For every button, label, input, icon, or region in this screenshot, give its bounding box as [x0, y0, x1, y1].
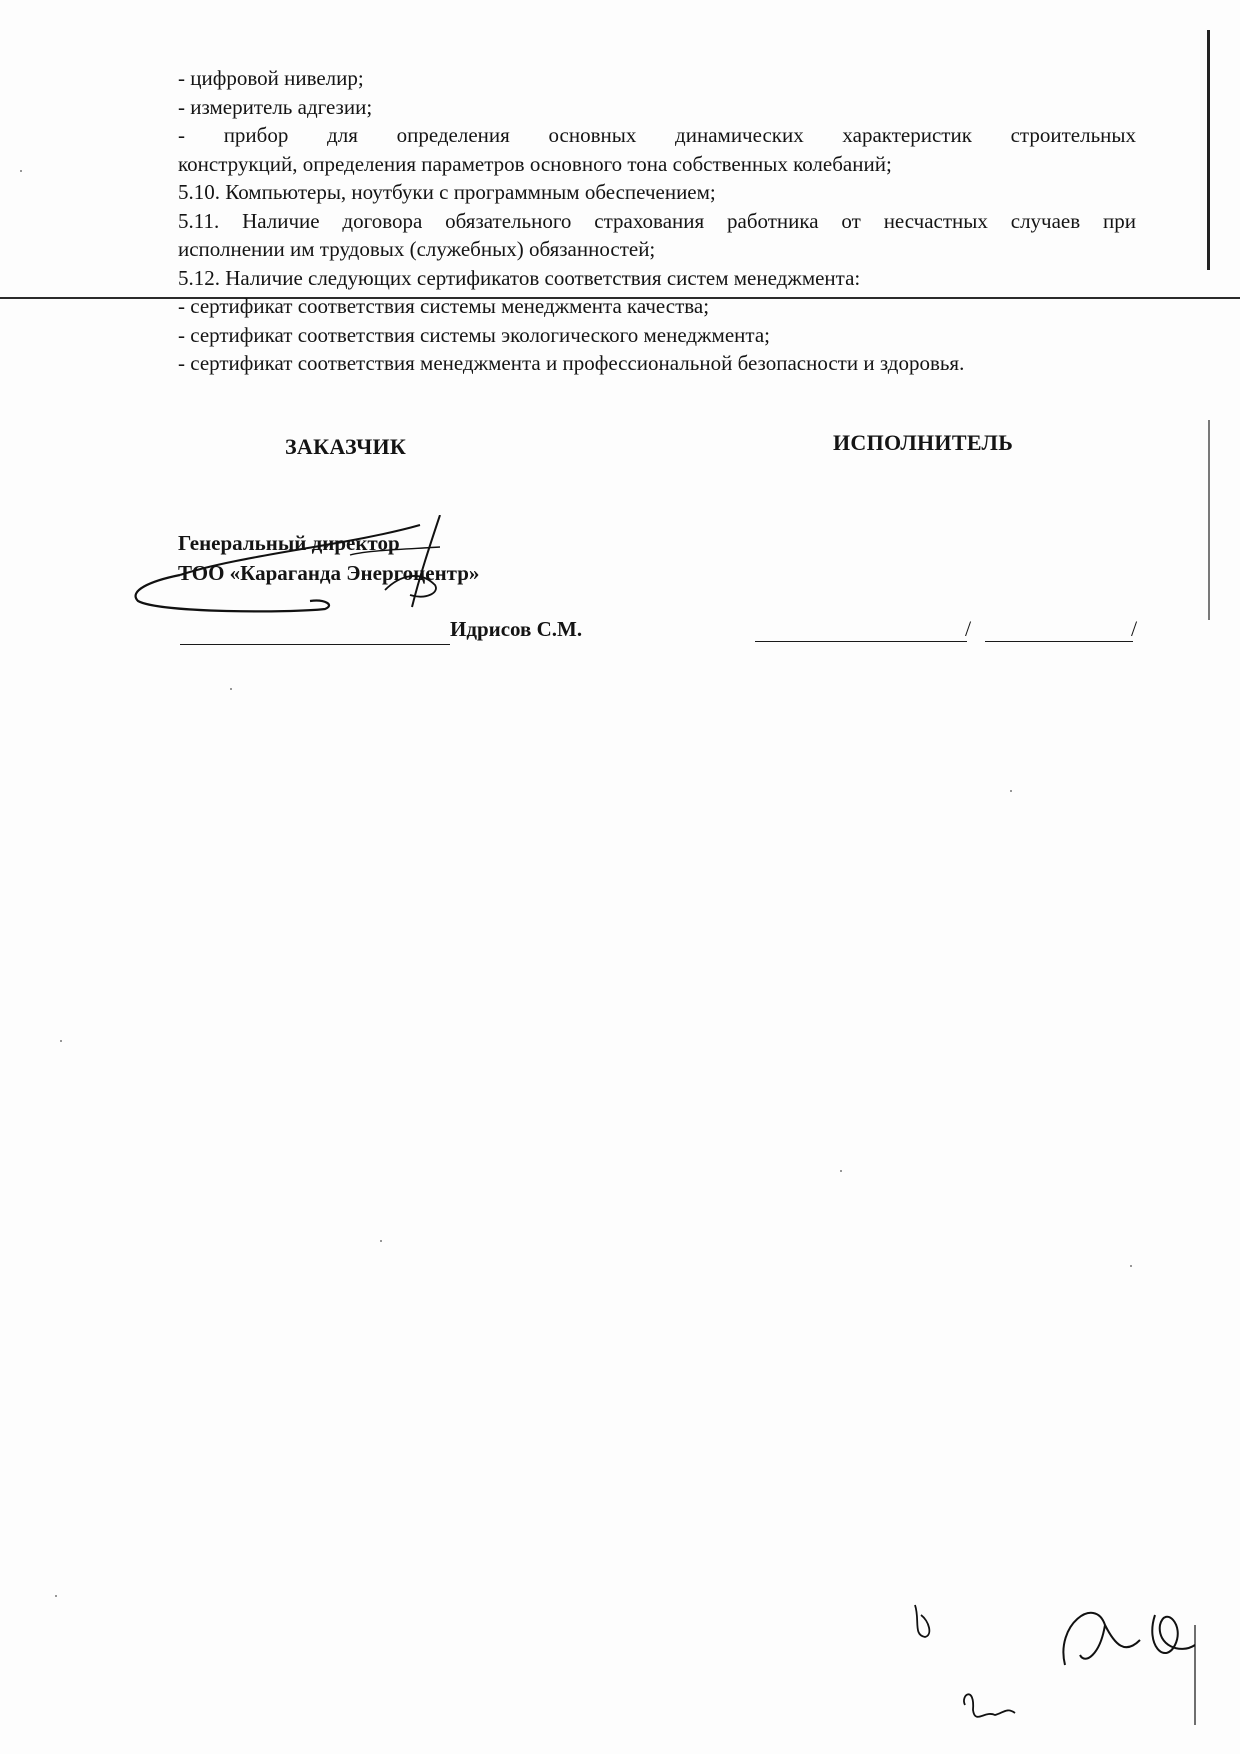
contractor-signature-line — [755, 641, 967, 642]
body-line: 5.12. Наличие следующих сертификатов соответствия систем менеджмента: — [178, 265, 861, 290]
customer-name: Идрисов С.М. — [450, 617, 583, 641]
body-line: - прибор для определения основных динамических характеристик строительных — [178, 123, 1136, 147]
customer-signature — [120, 515, 480, 615]
document-body — [178, 64, 1136, 378]
customer-heading: ЗАКАЗЧИК — [285, 434, 407, 459]
page-initials — [895, 1585, 1215, 1745]
body-line: 5.11. Наличие договора обязательного страхования работника от несчастных случаев при — [178, 208, 1136, 233]
scan-speck — [55, 1595, 57, 1597]
customer-signature-line — [180, 644, 450, 645]
scan-speck — [380, 1240, 382, 1242]
scan-speck — [1010, 790, 1012, 792]
body-line: - измеритель адгезии; — [178, 94, 373, 119]
customer-position: Генеральный директор — [178, 531, 400, 555]
body-line: - сертификат соответствия системы менеджмента качества; — [178, 294, 710, 318]
scan-speck — [840, 1170, 842, 1172]
scan-edge-mark — [1208, 420, 1210, 620]
scan-speck — [1130, 1265, 1132, 1267]
body-line: 5.10. Компьютеры, ноутбуки с программным обеспечением; — [178, 180, 716, 204]
contractor-heading: ИСПОЛНИТЕЛЬ — [833, 430, 1014, 455]
body-line: конструкций, определения параметров основного тона собственных колебаний; — [178, 151, 892, 176]
body-line: - цифровой нивелир; — [178, 66, 364, 90]
scan-edge-mark — [1207, 30, 1210, 270]
contractor-slash: / — [1131, 616, 1138, 641]
scan-speck — [60, 1040, 62, 1042]
body-line: исполнении им трудовых (служебных) обязанностей; — [178, 237, 656, 261]
body-line: - сертификат соответствия менеджмента и профессиональной безопасности и здоровья. — [178, 351, 965, 375]
scan-speck — [20, 170, 22, 172]
scan-speck — [230, 688, 232, 690]
contractor-slash: / — [965, 616, 972, 641]
body-line: - сертификат соответствия системы экологического менеджмента; — [178, 322, 770, 347]
contractor-name-line — [985, 641, 1133, 642]
customer-company: ТОО «Караганда Энергоцентр» — [178, 561, 480, 585]
